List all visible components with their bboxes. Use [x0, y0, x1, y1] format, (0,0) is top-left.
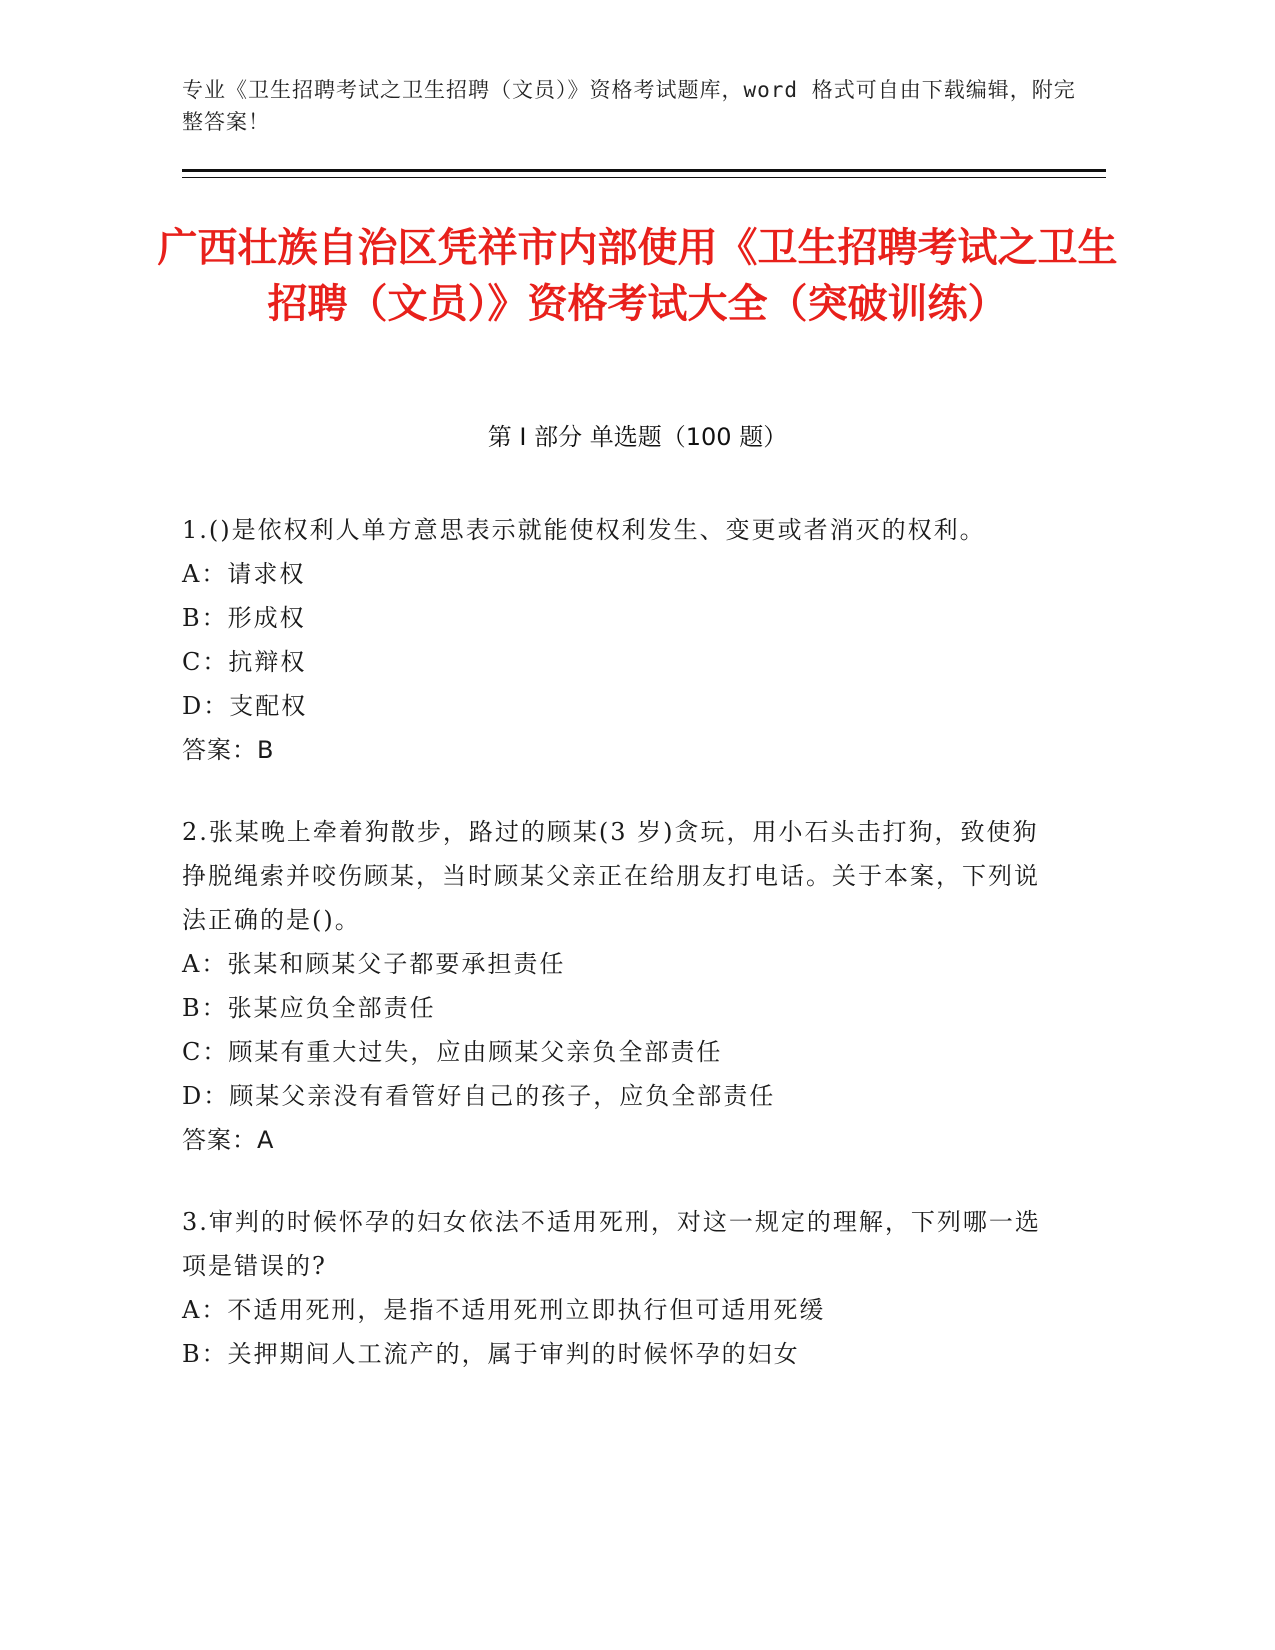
question-2	[182, 810, 1042, 1162]
question-text: 1.()是依权利人单方意思表示就能使权利发生、变更或者消灭的权利。	[182, 516, 986, 544]
question-3	[182, 1200, 1042, 1376]
option-c: C：抗辩权	[182, 648, 307, 676]
section-title: 第 I 部分 单选题（100 题）	[487, 423, 788, 451]
option-c: C：顾某有重大过失，应由顾某父亲负全部责任	[182, 1038, 723, 1066]
option-b: B：形成权	[182, 604, 306, 632]
option-d: D：顾某父亲没有看管好自己的孩子，应负全部责任	[182, 1082, 776, 1110]
question-text: 2.张某晚上牵着狗散步，路过的顾某(3 岁)贪玩，用小石头击打狗，致使狗挣脱绳索并咬伤顾某，当时顾某父亲正在给朋友打电话。关于本案，下列说法正确的是()。	[182, 818, 1040, 934]
option-a: A：张某和顾某父子都要承担责任	[182, 950, 566, 978]
question-1	[182, 508, 1042, 772]
option-d: D：支配权	[182, 692, 308, 720]
document-title: 广西壮族自治区凭祥市内部使用《卫生招聘考试之卫生招聘（文员）》资格考试大全（突破训练）	[157, 225, 1118, 327]
header-rule-thick	[182, 169, 1106, 172]
answer-label: 答案：B	[182, 736, 275, 764]
option-a: A：请求权	[182, 560, 306, 588]
question-list	[182, 508, 1042, 1414]
header-rule-thin	[182, 177, 1106, 178]
header-note: 专业《卫生招聘考试之卫生招聘（文员）》资格考试题库，word 格式可自由下载编辑，附完整答案！	[182, 78, 1076, 134]
question-text: 3.审判的时候怀孕的妇女依法不适用死刑，对这一规定的理解，下列哪一选项是错误的?	[182, 1208, 1041, 1280]
answer-label: 答案：A	[182, 1126, 275, 1154]
option-a: A：不适用死刑，是指不适用死刑立即执行但可适用死缓	[182, 1296, 826, 1324]
option-b: B：张某应负全部责任	[182, 994, 436, 1022]
option-b: B：关押期间人工流产的，属于审判的时候怀孕的妇女	[182, 1340, 800, 1368]
